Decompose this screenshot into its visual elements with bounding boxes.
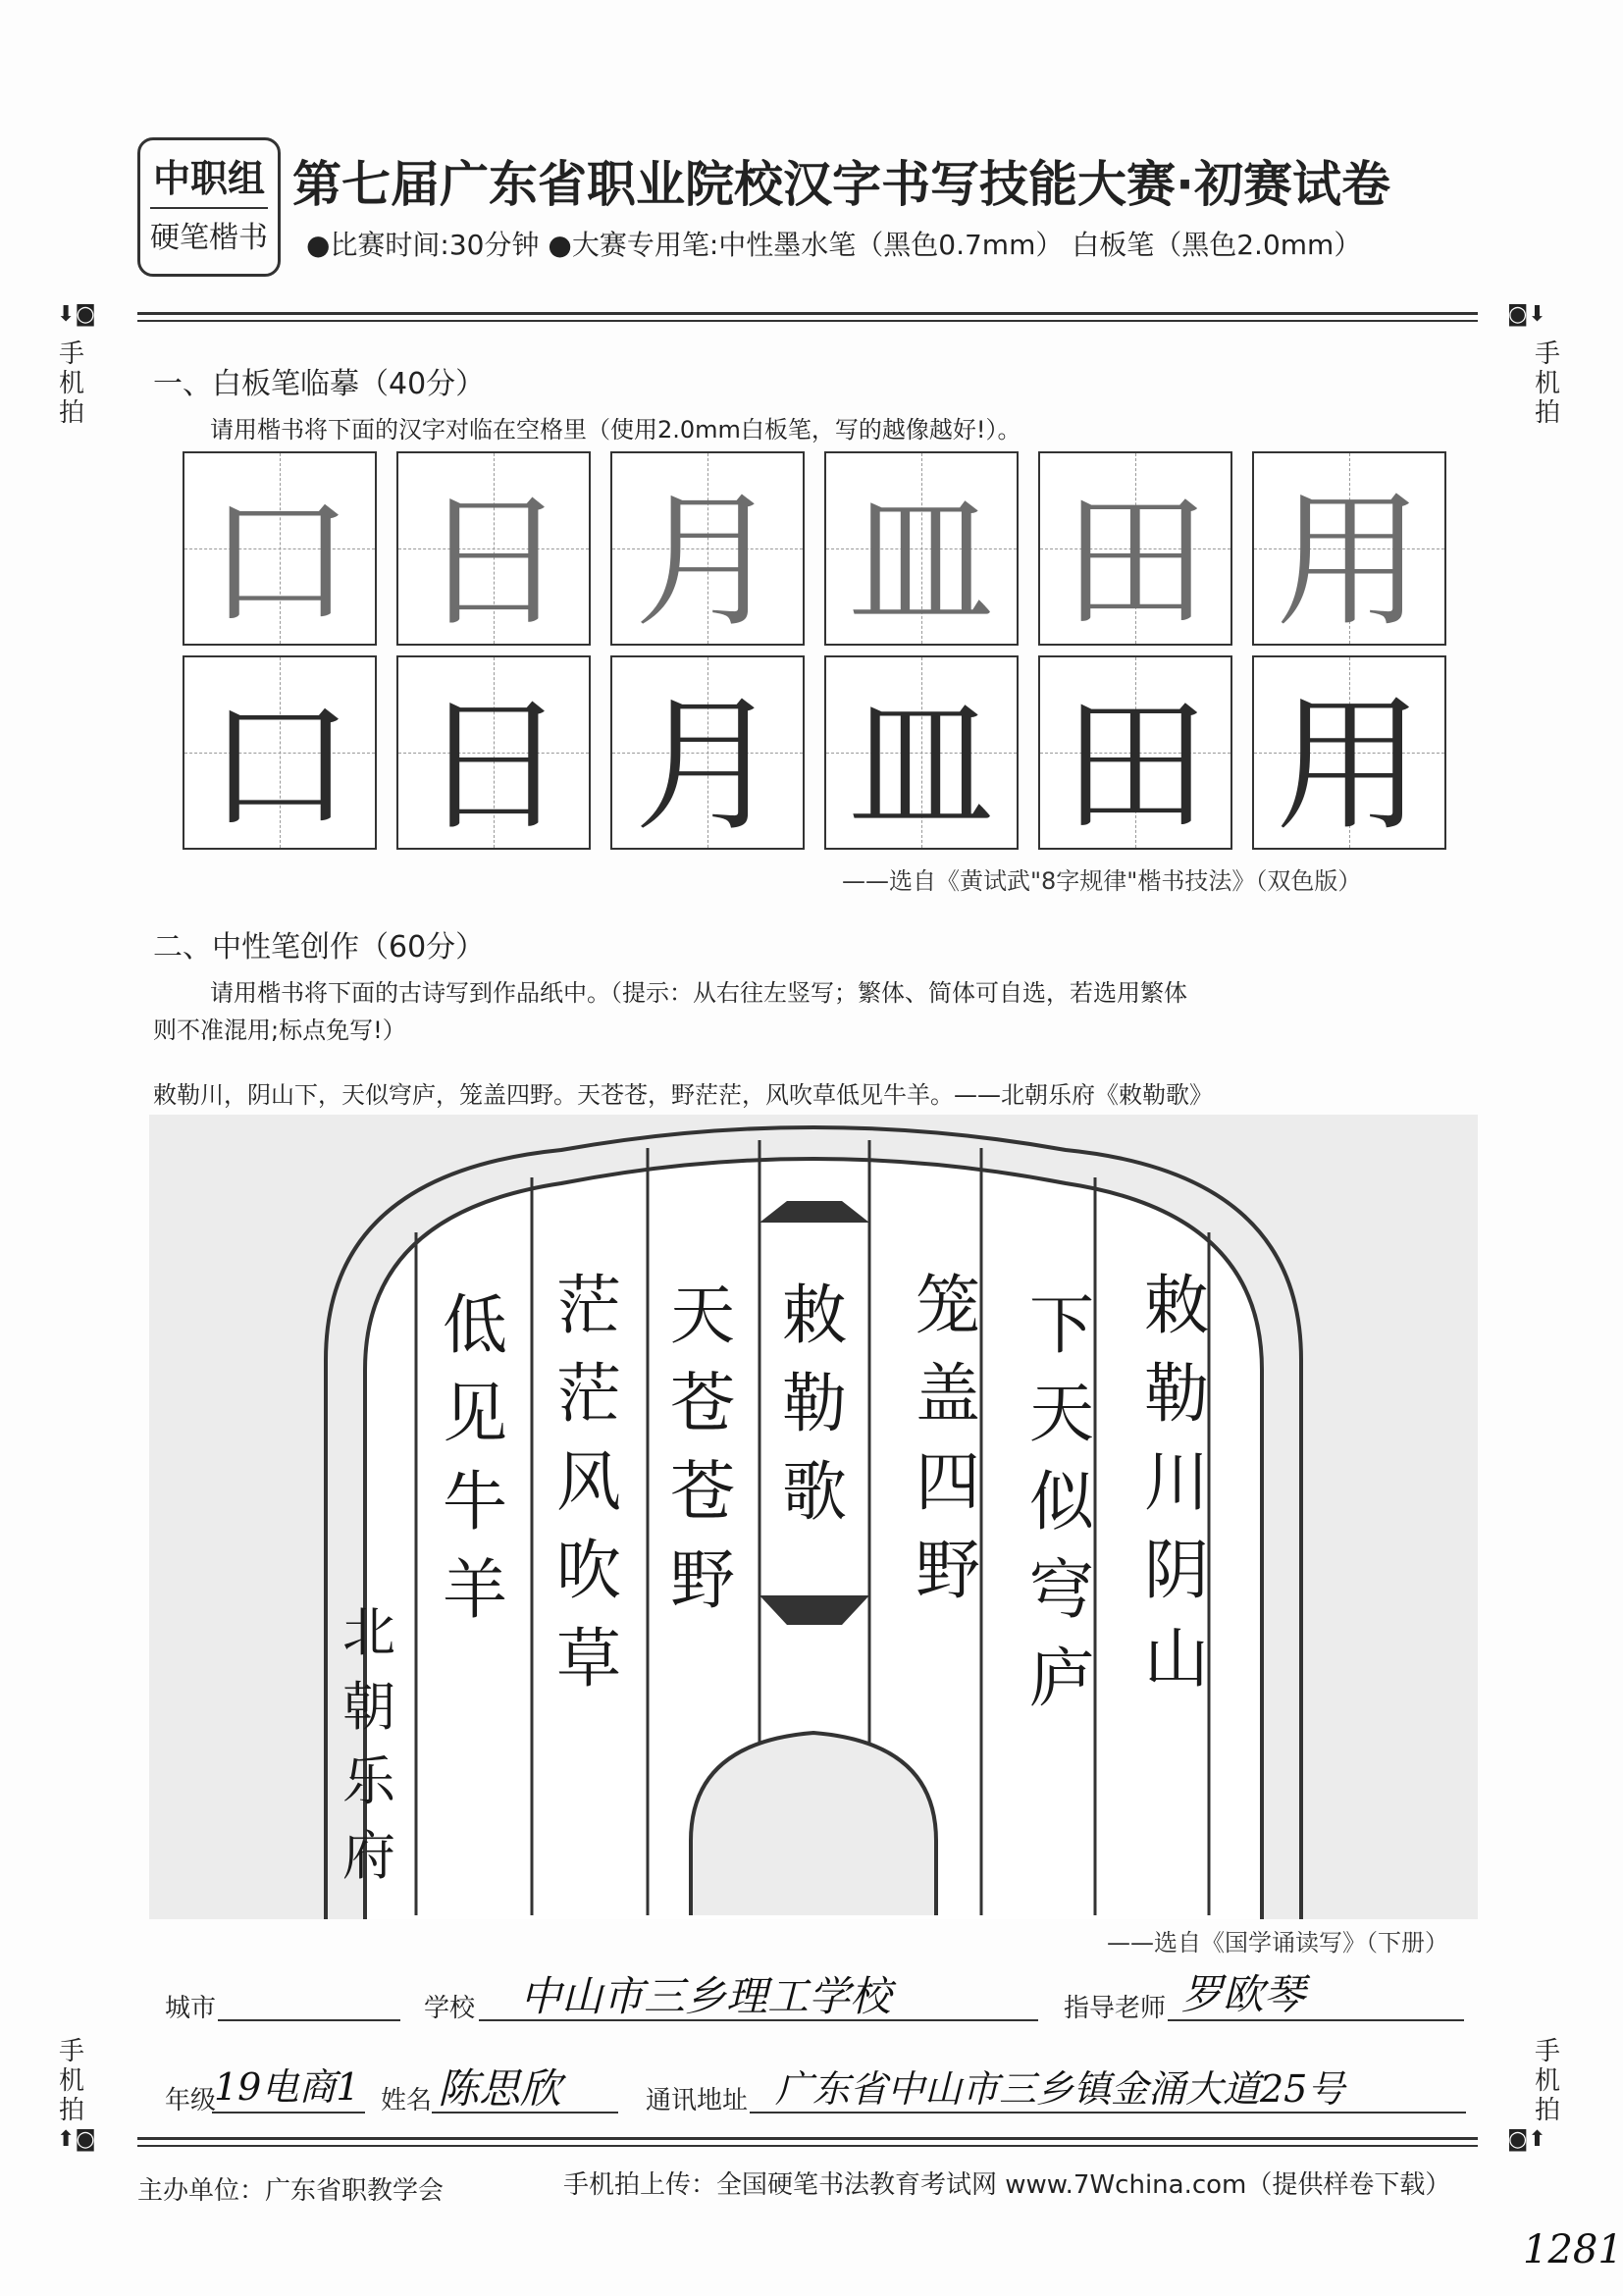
upload-text: 手机拍上传：全国硬笔书法教育考试网 www.7Wchina.com（提供样卷下载） — [563, 2170, 1451, 2200]
model-cell — [1252, 451, 1446, 646]
camera-icon-top-right: ◙⬇ — [1507, 302, 1546, 327]
writing-cell[interactable] — [396, 655, 591, 850]
poem-column-2: 下天似穹庐 — [1029, 1287, 1094, 1716]
writing-cell[interactable] — [824, 655, 1019, 850]
teacher-label: 指导老师 — [1064, 1994, 1167, 2023]
address-label: 通讯地址 — [646, 2086, 749, 2115]
poem-author-column: 北朝乐府 — [342, 1601, 395, 1887]
model-char: 田 — [1061, 477, 1209, 648]
written-char: 用 — [1275, 681, 1423, 852]
badge-top: 中职组 — [150, 150, 268, 209]
model-char: 日 — [419, 477, 567, 648]
group-badge — [137, 137, 281, 277]
work-paper — [149, 1115, 1478, 1919]
section1-heading: 一、白板笔临摹（40分） — [153, 367, 486, 401]
written-char: 日 — [419, 681, 567, 852]
writing-cell[interactable] — [610, 655, 805, 850]
grade-value: 19电商1 — [214, 2065, 360, 2109]
section2-instruction-2: 则不准混用;标点免写!） — [153, 1017, 406, 1044]
section2-instruction-1: 请用楷书将下面的古诗写到作品纸中。（提示：从右往左竖写；繁体、简体可自选，若选用繁体 — [210, 979, 1187, 1007]
grade-label: 年级 — [165, 2086, 217, 2115]
written-char: 口 — [205, 681, 353, 852]
poem-column-3: 笼盖四野 — [916, 1268, 980, 1608]
written-char: 皿 — [847, 681, 995, 852]
model-cell — [396, 451, 591, 646]
camera-icon-bottom-left: ⬆◙ — [57, 2127, 96, 2152]
model-char: 皿 — [847, 477, 995, 648]
side-label-top-left: 手机拍 — [58, 339, 84, 428]
page-number: 1281 — [1523, 2227, 1623, 2272]
side-label-bottom-right: 手机拍 — [1534, 2037, 1560, 2125]
poem-title-column: 敕勒歌 — [782, 1278, 847, 1530]
header-rule-inner — [137, 320, 1478, 322]
camera-icon-bottom-right: ◙⬆ — [1507, 2127, 1546, 2152]
poem-column-5: 茫茫风吹草 — [556, 1268, 621, 1696]
footer-rule-inner — [137, 2145, 1478, 2147]
model-cell — [824, 451, 1019, 646]
section2-source: ——选自《国学诵读写》（下册） — [1107, 1929, 1448, 1957]
section1-instruction: 请用楷书将下面的汉字对临在空格里（使用2.0mm白板笔，写的越像越好!）。 — [210, 416, 1021, 444]
school-label: 学校 — [424, 1994, 476, 2023]
writing-cell[interactable] — [183, 655, 377, 850]
model-char-row — [183, 451, 1452, 646]
poem-column-6: 低见牛羊 — [443, 1287, 507, 1628]
poem-column-4: 天苍苍野 — [670, 1278, 735, 1618]
name-label: 姓名 — [381, 2086, 433, 2115]
section1-source: ——选自《黄试武"8字规律"楷书技法》（双色版） — [842, 867, 1362, 895]
address-value: 广东省中山市三乡镇金涌大道25号 — [775, 2067, 1345, 2111]
camera-icon-top-left: ⬇◙ — [57, 302, 96, 327]
teacher-value: 罗欧琴 — [1181, 1970, 1306, 2018]
poem-text: 敕勒川，阴山下，天似穹庐，笼盖四野。天苍苍，野茫茫，风吹草低见牛羊。——北朝乐府《敕勒歌》 — [153, 1081, 1213, 1109]
exam-subtitle: ●比赛时间:30分钟 ●大赛专用笔:中性墨水笔（黑色0.7mm） 白板笔（黑色2.0mm） — [306, 229, 1362, 261]
model-char: 口 — [205, 477, 353, 648]
writing-cell[interactable] — [1038, 655, 1232, 850]
model-cell — [1038, 451, 1232, 646]
exam-title: 第七届广东省职业院校汉字书写技能大赛·初赛试卷 — [292, 156, 1390, 213]
model-char: 月 — [633, 477, 781, 648]
city-label: 城市 — [165, 1994, 217, 2023]
badge-bottom: 硬笔楷书 — [150, 221, 268, 255]
model-char: 用 — [1275, 477, 1423, 648]
model-cell — [610, 451, 805, 646]
side-label-top-right: 手机拍 — [1534, 339, 1560, 428]
writing-cell[interactable] — [1252, 655, 1446, 850]
header-rule — [137, 312, 1478, 315]
footer-rule — [137, 2137, 1478, 2140]
side-label-bottom-left: 手机拍 — [58, 2037, 84, 2125]
city-field[interactable] — [218, 2019, 400, 2021]
grade-field[interactable] — [212, 2112, 365, 2113]
poem-column-1: 敕勒川阴山 — [1144, 1268, 1209, 1696]
section2-heading: 二、中性笔创作（60分） — [153, 930, 486, 965]
model-cell — [183, 451, 377, 646]
written-char-row — [183, 655, 1452, 850]
name-value: 陈思欣 — [438, 2064, 562, 2113]
written-char: 月 — [633, 681, 781, 852]
written-char: 田 — [1061, 681, 1209, 852]
organizer-text: 主办单位：广东省职教学会 — [137, 2176, 445, 2206]
school-value: 中山市三乡理工学校 — [520, 1972, 892, 2020]
